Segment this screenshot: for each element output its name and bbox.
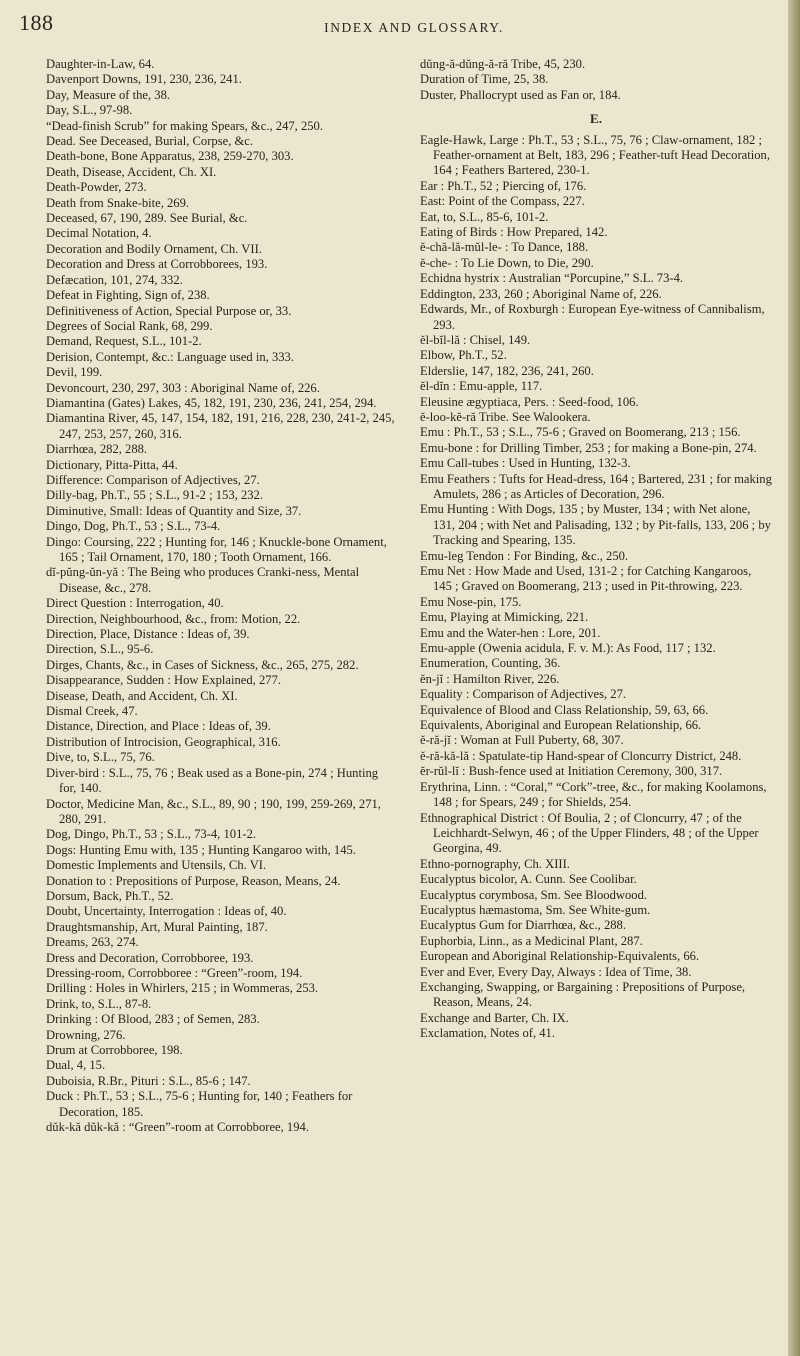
index-entry: ĕr-rŭl-lĭ : Bush-fence used at Initiation Ceremony, 300, 317. (420, 764, 723, 779)
index-entry: Devil, 199. (46, 365, 103, 380)
index-entry: Difference: Comparison of Adjectives, 27. (46, 472, 260, 487)
index-entry: Drinking : Of Blood, 283 ; of Semen, 283. (46, 1012, 260, 1027)
index-entry: Elbow, Ph.T., 52. (420, 348, 507, 363)
index-entry: Devoncourt, 230, 297, 303 : Aboriginal Name of, 226. (46, 380, 320, 395)
right-column (420, 57, 772, 1042)
index-entry: Eleusine ægyptiaca, Pers. : Seed-food, 106. (420, 394, 639, 409)
index-entry: ĕ-ră-kă-lă : Spatulate-tip Hand-spear of Cloncurry District, 248. (420, 748, 742, 763)
index-entry: Decoration and Bodily Ornament, Ch. VII. (46, 241, 262, 256)
index-entry: Elderslie, 147, 182, 236, 241, 260. (420, 363, 594, 378)
page-edge (788, 0, 800, 1356)
index-entry: Dirges, Chants, &c., in Cases of Sickness, &c., 265, 275, 282. (46, 657, 359, 672)
index-entry: Emu-bone : for Drilling Timber, 253 ; for making a Bone-pin, 274. (420, 440, 757, 455)
index-entry: Emu Hunting : With Dogs, 135 ; by Muster, 134 ; with Net alone, 131, 204 ; with Net and Palisading, 132 ; by Pit-falls, 133, 206 ; by Tracking and Spearing, 135. (420, 502, 771, 548)
index-entry: Donation to : Prepositions of Purpose, Reason, Means, 24. (46, 873, 341, 888)
index-entry: Daughter-in-Law, 64. (46, 57, 155, 71)
index-entry: “Dead-finish Scrub” for making Spears, &c., 247, 250. (46, 118, 323, 133)
index-entry: Duration of Time, 25, 38. (420, 72, 549, 87)
index-entry: Eat, to, S.L., 85-6, 101-2. (420, 209, 549, 224)
index-entry: Emu Feathers : Tufts for Head-dress, 164 ; Bartered, 231 ; for making Amulets, 286 ; as Articles of Decoration, 296. (420, 471, 772, 501)
index-entry: Exchanging, Swapping, or Bargaining : Prepositions of Purpose, Reason, Means, 24. (420, 979, 746, 1010)
index-entry: Death-bone, Bone Apparatus, 238, 259-270, 303. (46, 149, 294, 164)
index-entry: Erythrina, Linn. : “Coral,” “Cork”-tree, &c., for making Koolamons, 148 ; for Spears, 249 ; for Shields, 254. (420, 779, 767, 810)
index-entry: Disease, Death, and Accident, Ch. XI. (46, 688, 238, 703)
index-entry: Drowning, 276. (46, 1027, 126, 1042)
index-entry: Diamantina (Gates) Lakes, 45, 182, 191, 230, 236, 241, 254, 294. (46, 395, 377, 410)
index-entry: Davenport Downs, 191, 230, 236, 241. (46, 72, 242, 87)
index-entry: Doctor, Medicine Man, &c., S.L., 89, 90 ; 190, 199, 259-269, 271, 280, 291. (46, 796, 381, 826)
index-entry: Ethno-pornography, Ch. XIII. (420, 856, 570, 871)
index-entry: Emu, Playing at Mimicking, 221. (420, 610, 589, 625)
index-entry: Diminutive, Small: Ideas of Quantity and Size, 37. (46, 503, 302, 518)
index-entry: Equivalence of Blood and Class Relationship, 59, 63, 66. (420, 702, 709, 717)
index-entry: Death, Disease, Accident, Ch. XI. (46, 164, 217, 179)
index-entry: Dressing-room, Corrobboree : “Green”-room, 194. (46, 965, 303, 980)
index-entry: Day, Measure of the, 38. (46, 87, 171, 102)
index-entry: Emu-leg Tendon : For Binding, &c., 250. (420, 548, 629, 563)
index-entry: Echidna hystrix : Australian “Porcupine,” S.L. 73-4. (420, 271, 684, 286)
index-entry: Dress and Decoration, Corrobboree, 193. (46, 950, 254, 965)
index-entry: Emu and the Water-hen : Lore, 201. (420, 625, 601, 640)
index-entry: Emu Nose-pin, 175. (420, 594, 522, 609)
index-entry: Ever and Ever, Every Day, Always : Idea of Time, 38. (420, 964, 692, 979)
index-entry: Decimal Notation, 4. (46, 226, 152, 241)
index-entry: ĕl-bĭl-lă : Chisel, 149. (420, 332, 531, 347)
index-entry: Exclamation, Notes of, 41. (420, 1026, 556, 1041)
index-entry: Death from Snake-bite, 269. (46, 195, 190, 210)
index-entry: Eating of Birds : How Prepared, 142. (420, 225, 608, 240)
index-entry: Dead. See Deceased, Burial, Corpse, &c. (46, 134, 254, 149)
index-entry: Eucalyptus hæmastoma, Sm. See White-gum. (420, 902, 651, 917)
right-column-d-entries (420, 57, 772, 103)
index-entry: European and Aboriginal Relationship-Equivalents, 66. (420, 949, 700, 964)
index-entry: Emu : Ph.T., 53 ; S.L., 75-6 ; Graved on Boomerang, 213 ; 156. (420, 425, 741, 440)
index-entry: Doubt, Uncertainty, Interrogation : Ideas of, 40. (46, 904, 287, 919)
index-entry: Equivalents, Aboriginal and European Relationship, 66. (420, 718, 702, 733)
index-entry: Eagle-Hawk, Large : Ph.T., 53 ; S.L., 75, 76 ; Claw-ornament, 182 ; Feather-ornament at Belt, 183, 296 ; Feather-tuft Head Decoration, 164 ; Feathers Bartered, 230-1. (420, 132, 770, 178)
index-entry: ĕ-che- : To Lie Down, to Die, 290. (420, 255, 594, 270)
index-entry: Enumeration, Counting, 36. (420, 656, 561, 671)
index-entry: Distribution of Introcision, Geographical, 316. (46, 734, 281, 749)
index-entry: Dictionary, Pitta-Pitta, 44. (46, 457, 178, 472)
index-entry: Direction, Place, Distance : Ideas of, 39. (46, 627, 250, 642)
right-column-e-entries (420, 133, 772, 1042)
section-letter: E. (590, 111, 602, 127)
index-entry: ĕ-loo-kĕ-ră Tribe. See Walookera. (420, 409, 591, 424)
index-entry: Exchange and Barter, Ch. IX. (420, 1010, 569, 1025)
index-entry: Drum at Corrobboree, 198. (46, 1043, 183, 1057)
index-entry: Diamantina River, 45, 147, 154, 182, 191, 216, 228, 230, 241-2, 245, 247, 253, 257, 260, 316. (46, 411, 395, 441)
index-entry: Distance, Direction, and Place : Ideas of, 39. (46, 719, 271, 734)
index-entry: Degrees of Social Rank, 68, 299. (46, 318, 213, 333)
index-entry: Eddington, 233, 260 ; Aboriginal Name of, 226. (420, 286, 662, 301)
index-entry: Duck : Ph.T., 53 ; S.L., 75-6 ; Hunting for, 140 ; Feathers for Decoration, 185. (46, 1089, 353, 1119)
index-entry: Euphorbia, Linn., as a Medicinal Plant, 287. (420, 933, 643, 948)
index-entry: ĕl-dĭn : Emu-apple, 117. (420, 379, 543, 394)
index-entry: Eucalyptus Gum for Diarrhœa, &c., 288. (420, 918, 626, 933)
index-entry: Diver-bird : S.L., 75, 76 ; Beak used as a Bone-pin, 274 ; Hunting for, 140. (46, 765, 379, 796)
index-entry: Dive, to, S.L., 75, 76. (46, 750, 155, 765)
index-entry: Drilling : Holes in Whirlers, 215 ; in Wommeras, 253. (46, 981, 319, 996)
index-entry: Direct Question : Interrogation, 40. (46, 596, 224, 611)
index-entry: Dingo, Dog, Ph.T., 53 ; S.L., 73-4. (46, 519, 221, 534)
index-entry: ĕn-jĭ : Hamilton River, 226. (420, 671, 560, 686)
index-entry: Eucalyptus bicolor, A. Cunn. See Coolibar. (420, 872, 637, 887)
index-entry: Dismal Creek, 47. (46, 704, 138, 719)
index-entry: Emu Call-tubes : Used in Hunting, 132-3. (420, 456, 631, 471)
index-entry: Dilly-bag, Ph.T., 55 ; S.L., 91-2 ; 153, 232. (46, 488, 264, 503)
index-entry: Ear : Ph.T., 52 ; Piercing of, 176. (420, 178, 587, 193)
index-entry: Demand, Request, S.L., 101-2. (46, 334, 202, 349)
index-entry: Direction, Neighbourhood, &c., from: Motion, 22. (46, 611, 301, 626)
index-entry: Decoration and Dress at Corrobborees, 193. (46, 257, 268, 272)
index-entry: Death-Powder, 273. (46, 180, 147, 195)
page-header (0, 10, 788, 44)
index-entry: dĭ-pŭng-ŭn-yă : The Being who produces Cranki-ness, Mental Disease, &c., 278. (46, 565, 360, 595)
index-entry: East: Point of the Compass, 227. (420, 194, 585, 209)
index-entry: Derision, Contempt, &c.: Language used in, 333. (46, 349, 294, 364)
index-entry: dŭk-kă dŭk-kă : “Green”-room at Corrobboree, 194. (46, 1120, 309, 1135)
index-entry: Disappearance, Sudden : How Explained, 277. (46, 673, 282, 688)
index-entry: Ethnographical District : Of Boulia, 2 ; of Cloncurry, 47 ; of the Leichhardt-Selwyn, 46 ; of the Upper Flinders, 48 ; of the Upper Georgina, 49. (420, 810, 759, 856)
index-entry: Deceased, 67, 190, 289. See Burial, &c. (46, 211, 248, 226)
index-entry: dŭng-ă-dŭng-ă-ră Tribe, 45, 230. (420, 57, 586, 71)
index-entry: Edwards, Mr., of Roxburgh : European Eye-witness of Cannibalism, 293. (420, 302, 765, 332)
page-number: 188 (19, 10, 54, 35)
index-entry: Eucalyptus corymbosa, Sm. See Bloodwood. (420, 887, 648, 902)
index-entry: Direction, S.L., 95-6. (46, 642, 154, 657)
index-entry: ĕ-ră-jĭ : Woman at Full Puberty, 68, 307. (420, 733, 624, 748)
index-entry: Definitiveness of Action, Special Purpose or, 33. (46, 303, 292, 318)
index-entry: Duboisia, R.Br., Pituri : S.L., 85-6 ; 147. (46, 1073, 251, 1088)
index-entry: Defæcation, 101, 274, 332. (46, 272, 183, 287)
index-entry: Day, S.L., 97-98. (46, 103, 133, 118)
index-entry: Domestic Implements and Utensils, Ch. VI. (46, 858, 267, 873)
index-entry: Dorsum, Back, Ph.T., 52. (46, 888, 174, 903)
left-column (46, 57, 398, 1135)
index-entry: Emu-apple (Owenia acidula, F. v. M.): As Food, 117 ; 132. (420, 641, 716, 656)
index-entry: Dogs: Hunting Emu with, 135 ; Hunting Kangaroo with, 145. (46, 842, 356, 857)
index-entry: Drink, to, S.L., 87-8. (46, 996, 152, 1011)
index-entry: Draughtsmanship, Art, Mural Painting, 187. (46, 919, 268, 934)
index-entry: Dual, 4, 15. (46, 1058, 106, 1073)
index-entry: Emu Net : How Made and Used, 131-2 ; for Catching Kangaroos, 145 ; Graved on Boomerang, 213 ; used in Pit-throwing, 223. (420, 564, 752, 594)
running-head: INDEX AND GLOSSARY. (324, 20, 504, 35)
index-entry: Duster, Phallocrypt used as Fan or, 184. (420, 87, 621, 102)
index-entry: Dog, Dingo, Ph.T., 53 ; S.L., 73-4, 101-2. (46, 827, 257, 842)
index-entry: Dingo: Coursing, 222 ; Hunting for, 146 ; Knuckle-bone Ornament, 165 ; Tail Ornament, 170, 180 ; Tooth Ornament, 166. (46, 534, 387, 564)
index-entry: Equality : Comparison of Adjectives, 27. (420, 687, 627, 702)
index-entry: Defeat in Fighting, Sign of, 238. (46, 288, 210, 303)
index-entry: ĕ-chă-lă-mŭl-le- : To Dance, 188. (420, 240, 589, 255)
index-entry: Dreams, 263, 274. (46, 935, 139, 950)
index-entry: Diarrhœa, 282, 288. (46, 442, 148, 457)
